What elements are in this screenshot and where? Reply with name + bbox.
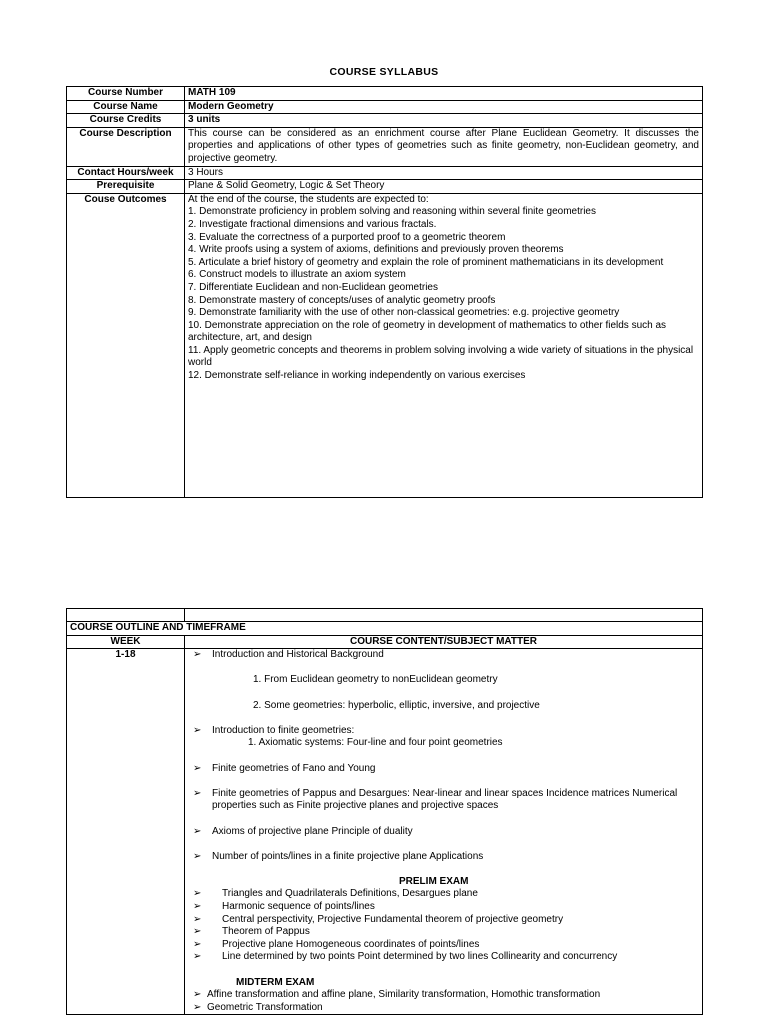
content-column-header: COURSE CONTENT/SUBJECT MATTER: [185, 635, 703, 649]
topic-item: [188, 901, 699, 914]
outcome-item: 4. Write proofs using a system of axioms, definitions and previously proven theorems: [188, 244, 564, 256]
outcome-item: 10. Demonstrate appreciation on the role of geometry in development of mathematics to other fields such as architecture, art, and design: [188, 319, 667, 344]
table-row: [67, 622, 703, 636]
arrow-bullet-icon: ➢: [193, 989, 202, 1001]
arrow-bullet-icon: ➢: [193, 901, 202, 913]
arrow-bullet-icon: ➢: [193, 1001, 202, 1013]
table-row: [67, 635, 703, 649]
topic-text: Finite geometries of Fano and Young: [212, 762, 376, 774]
prelim-exam-heading: PRELIM EXAM: [399, 875, 469, 887]
topic-item: [188, 725, 699, 738]
arrow-bullet-icon: ➢: [193, 951, 202, 963]
course-info-table: [66, 86, 703, 498]
outcomes-list: [188, 206, 699, 382]
topic-item: [188, 763, 699, 776]
outline-content: [185, 649, 703, 1015]
topic-text: Theorem of Pappus: [222, 926, 310, 938]
table-row: [67, 127, 703, 166]
outcomes-intro: At the end of the course, the students are expected to:: [188, 193, 429, 205]
contact-hours-label: Contact Hours/week: [67, 166, 185, 180]
table-row: [67, 180, 703, 194]
course-description-value: This course can be considered as an enrichment course after Plane Euclidean Geometry. It discusses the properties and applications of other types of geometries such as finite geometry, non-Euclidean geometry, and projective geometry.: [185, 127, 703, 166]
subtopic-item: 1. From Euclidean geometry to nonEuclidean geometry: [253, 674, 498, 686]
topic-text: Finite geometries of Pappus and Desargues: Near-linear and linear spaces Incidence matrices Numerical properties such as Finite projective planes and projective spaces: [212, 787, 678, 812]
outcome-item: 9. Demonstrate familiarity with the use of other non-classical geometries: e.g. projective geometry: [188, 307, 620, 319]
topic-text: Affine transformation and affine plane, Similarity transformation, Homothic transformation: [207, 989, 601, 1001]
outline-header: COURSE OUTLINE AND TIMEFRAME: [67, 622, 703, 636]
course-outline-table: [66, 608, 703, 1015]
outcome-item: 2. Investigate fractional dimensions and various fractals.: [188, 218, 437, 230]
course-name-label: Course Name: [67, 100, 185, 114]
course-description-label: Course Description: [67, 127, 185, 166]
table-row: [67, 649, 703, 1015]
prerequisite-value: Plane & Solid Geometry, Logic & Set Theory: [185, 180, 703, 194]
table-row: [67, 193, 703, 497]
arrow-bullet-icon: ➢: [193, 926, 202, 938]
topic-text: Introduction to finite geometries:: [212, 724, 355, 736]
arrow-bullet-icon: ➢: [193, 649, 202, 661]
outcome-item: 8. Demonstrate mastery of concepts/uses of analytic geometry proofs: [188, 294, 496, 306]
empty-cell: [67, 609, 185, 622]
topic-item: [188, 939, 699, 952]
topic-text: Central perspectivity, Projective Fundamental theorem of projective geometry: [222, 913, 564, 925]
outcome-item: 7. Differentiate Euclidean and non-Euclidean geometries: [188, 281, 438, 293]
topic-text: Introduction and Historical Background: [212, 649, 384, 661]
topic-item: [188, 888, 699, 901]
topic-item: [188, 914, 699, 927]
week-column-header: WEEK: [67, 635, 185, 649]
course-credits-value: 3 units: [185, 114, 703, 128]
topic-item: [188, 851, 699, 864]
outcome-item: 1. Demonstrate proficiency in problem solving and reasoning within several finite geometries: [188, 206, 596, 218]
empty-cell: [185, 609, 703, 622]
topic-text: Triangles and Quadrilaterals Definitions, Desargues plane: [222, 888, 478, 900]
outcomes-label: Couse Outcomes: [67, 193, 185, 497]
subtopic-item: 1. Axiomatic systems: Four-line and four point geometries: [248, 737, 503, 749]
topic-item: [188, 649, 699, 662]
table-row: [67, 114, 703, 128]
contact-hours-value: 3 Hours: [185, 166, 703, 180]
arrow-bullet-icon: ➢: [193, 724, 202, 736]
arrow-bullet-icon: ➢: [193, 888, 202, 900]
arrow-bullet-icon: ➢: [193, 787, 202, 799]
outcome-item: 12. Demonstrate self-reliance in working independently on various exercises: [188, 370, 526, 382]
arrow-bullet-icon: ➢: [193, 913, 202, 925]
topic-text: Harmonic sequence of points/lines: [222, 901, 375, 913]
outcome-item: 5. Articulate a brief history of geometry and explain the role of prominent mathematicians in its development: [188, 256, 664, 268]
arrow-bullet-icon: ➢: [193, 825, 202, 837]
topic-text: Geometric Transformation: [207, 1001, 323, 1013]
table-row: [67, 609, 703, 622]
topic-item: [188, 951, 699, 964]
document-title: COURSE SYLLABUS: [329, 66, 439, 78]
outcomes-cell: [185, 193, 703, 497]
arrow-bullet-icon: ➢: [193, 938, 202, 950]
outcome-item: 3. Evaluate the correctness of a purported proof to a geometric theorem: [188, 231, 506, 243]
course-number-value: MATH 109: [185, 87, 703, 101]
topic-text: Line determined by two points Point determined by two lines Collinearity and concurrency: [222, 951, 618, 963]
topic-text: Projective plane Homogeneous coordinates of points/lines: [222, 938, 480, 950]
course-credits-label: Course Credits: [67, 114, 185, 128]
topic-text: Axioms of projective plane Principle of duality: [212, 825, 413, 837]
prerequisite-label: Prerequisite: [67, 180, 185, 194]
course-name-value: Modern Geometry: [185, 100, 703, 114]
topic-item: [188, 788, 699, 813]
topic-item: [188, 926, 699, 939]
subtopic-item: 2. Some geometries: hyperbolic, elliptic, inversive, and projective: [253, 699, 540, 711]
midterm-exam-heading: MIDTERM EXAM: [236, 976, 315, 988]
topic-item: [188, 989, 699, 1002]
table-row: [67, 100, 703, 114]
week-range: 1-18: [67, 649, 185, 1015]
arrow-bullet-icon: ➢: [193, 850, 202, 862]
outcome-item: 6. Construct models to illustrate an axiom system: [188, 269, 406, 281]
topic-text: Number of points/lines in a finite projective plane Applications: [212, 850, 484, 862]
table-row: [67, 87, 703, 101]
outcome-item: 11. Apply geometric concepts and theorems in problem solving involving a wide variety of situations in the physical world: [188, 344, 694, 369]
table-row: [67, 166, 703, 180]
course-number-label: Course Number: [67, 87, 185, 101]
topic-item: [188, 826, 699, 839]
arrow-bullet-icon: ➢: [193, 762, 202, 774]
topic-item: [188, 1002, 699, 1015]
